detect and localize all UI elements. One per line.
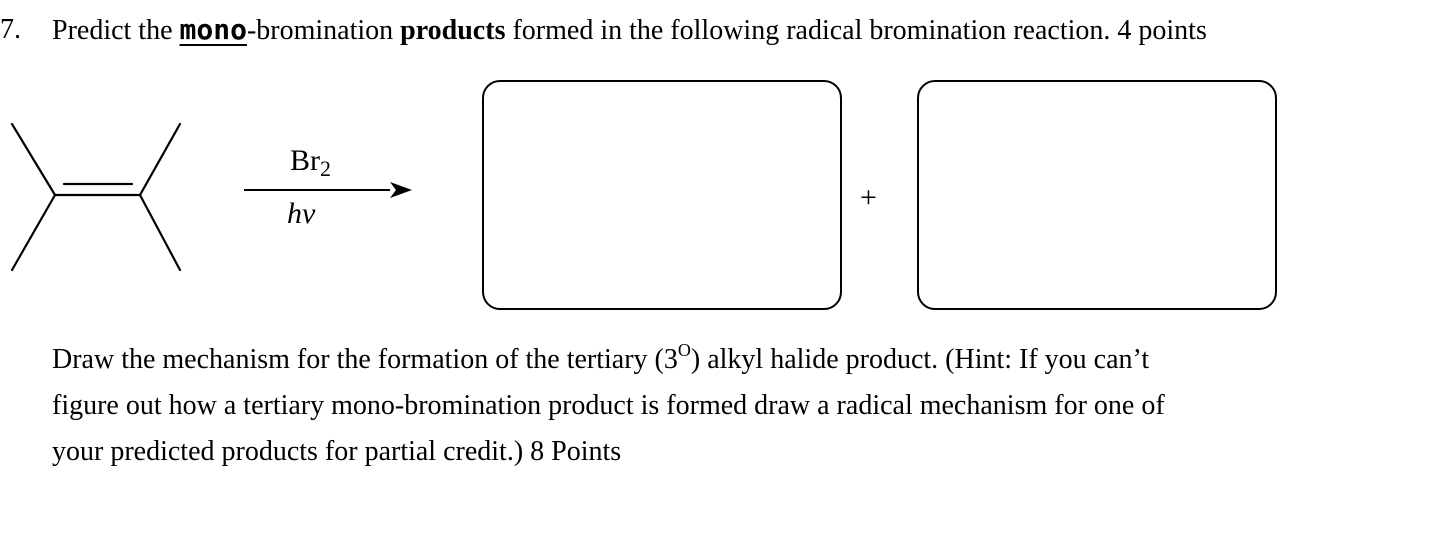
product-answer-box-2[interactable] <box>917 80 1277 310</box>
condition-label: hv <box>287 197 316 230</box>
instruction-line-1: Draw the mechanism for the formation of the tertiary $(3^O)$ alkyl halide product. (Hint: If you can’t <box>52 340 1150 375</box>
bond-upper-left <box>12 124 55 195</box>
instruction-line-3: your predicted products for partial credit.) 8 Points <box>52 436 622 467</box>
bond-upper-right <box>140 124 180 195</box>
products-emphasis: products <box>400 15 506 46</box>
mono-emphasis: mono <box>179 13 247 46</box>
question-number: 7. <box>0 14 21 45</box>
instruction-line-2: figure out how a tertiary mono-bromination product is formed draw a radical mechanism for one of <box>52 390 1165 421</box>
reactant-structure <box>0 110 200 280</box>
mechanism-instructions <box>52 337 1412 475</box>
reaction-arrow <box>240 170 420 210</box>
question-middle: -bromination <box>246 15 401 46</box>
question-suffix: formed in the following radical bromination reaction. 4 points <box>505 15 1207 46</box>
bond-lower-right <box>140 195 180 270</box>
question-text <box>52 10 1207 51</box>
bond-lower-left <box>12 195 55 270</box>
plus-sign: + <box>860 181 877 214</box>
product-answer-box-1[interactable] <box>482 80 842 310</box>
reagent-label: $Br_2$ <box>290 144 331 181</box>
question-prefix: Predict the <box>52 15 180 46</box>
